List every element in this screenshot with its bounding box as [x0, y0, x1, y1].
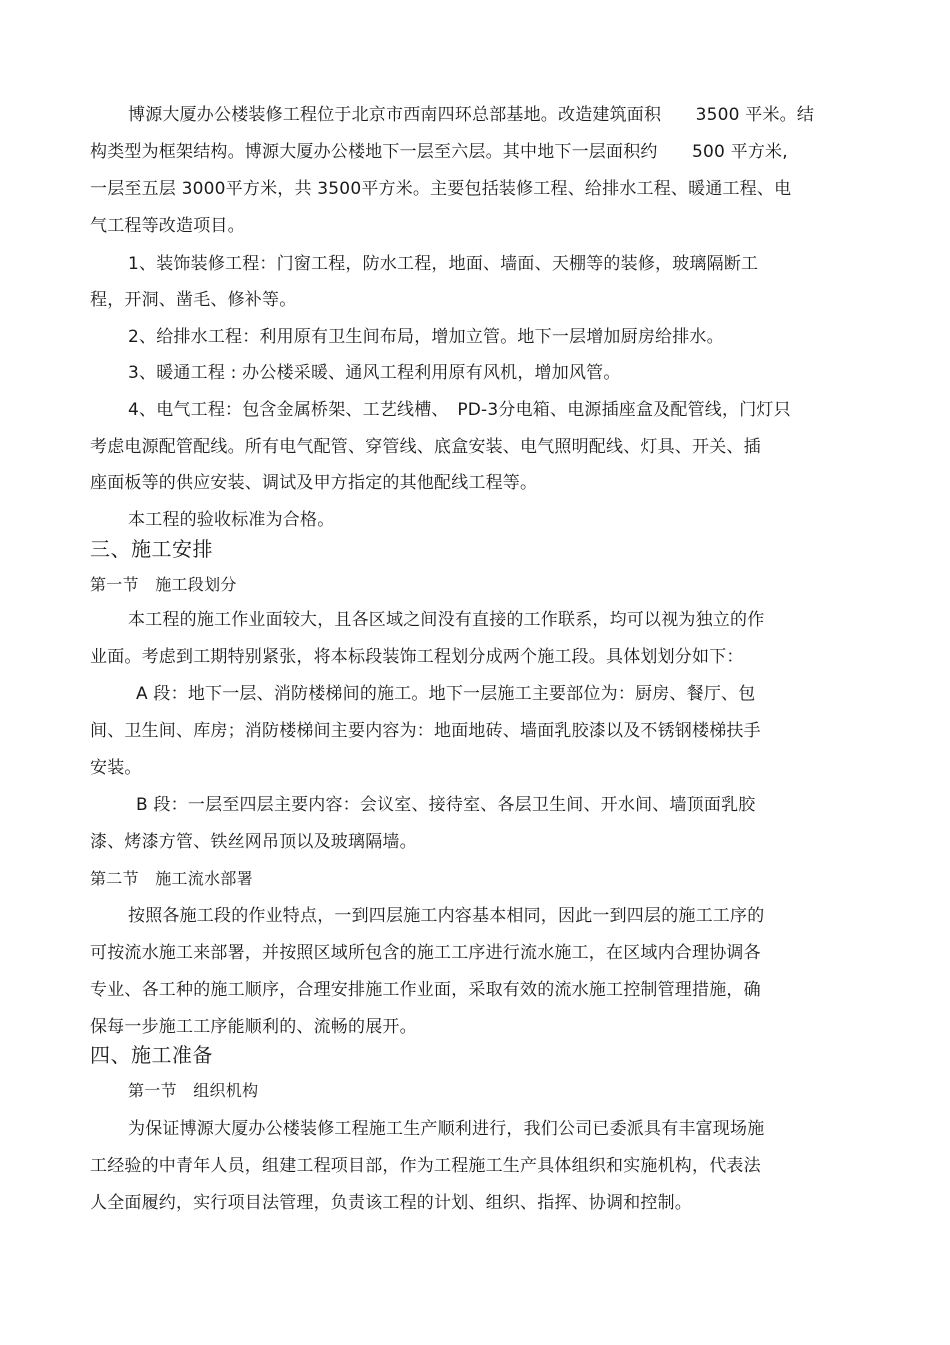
text-line: 博源大厦办公楼装修工程位于北京市西南四环总部基地。改造建筑面积 3500 平米。结: [128, 105, 815, 125]
text-line: 本工程的施工作业面较大，且各区域之间没有直接的工作联系，均可以视为独立的作: [128, 610, 765, 630]
text-line: 一层至五层 3000平方米，共 3500平方米。主要包括装修工程、给排水工程、暖通工程、电: [90, 179, 792, 199]
text-line: 气工程等改造项目。: [90, 216, 245, 236]
text-line: 业面。考虑到工期特别紧张，将本标段装饰工程划分成两个施工段。具体划划分如下：: [90, 647, 744, 667]
text-line: 工经验的中青年人员，组建工程项目部，作为工程施工生产具体组织和实施机构，代表法: [90, 1156, 761, 1176]
text-line: 按照各施工段的作业特点，一到四层施工内容基本相同，因此一到四层的施工工序的: [128, 906, 765, 926]
text-line: 4、电气工程：包含金属桥架、工艺线槽、 PD-3分电箱、电源插座盒及配管线，门灯只: [128, 400, 791, 420]
text-line: 考虑电源配管配线。所有电气配管、穿管线、底盒安装、电气照明配线、灯具、开关、插: [90, 437, 761, 457]
text-line: 间、卫生间、库房；消防楼梯间主要内容为：地面地砖、墙面乳胶漆以及不锈钢楼梯扶手: [90, 721, 761, 741]
text-line: 1、装饰装修工程：门窗工程，防水工程，地面、墙面、天棚等的装修，玻璃隔断工: [128, 254, 759, 274]
section-heading: 三、施工安排: [90, 537, 213, 561]
text-line: 漆、烤漆方管、铁丝网吊顶以及玻璃隔墙。: [90, 832, 417, 852]
text-line: 程，开洞、凿毛、修补等。: [90, 290, 297, 310]
text-line: 保每一步施工工序能顺利的、流畅的展开。: [90, 1017, 417, 1037]
text-line: 可按流水施工来部署，并按照区域所包含的施工工序进行流水施工，在区域内合理协调各: [90, 943, 761, 963]
text-line: 为保证博源大厦办公楼装修工程施工生产顺利进行，我们公司已委派具有丰富现场施: [128, 1119, 765, 1139]
text-line: 座面板等的供应安装、调试及甲方指定的其他配线工程等。: [90, 473, 538, 493]
text-line: 专业、各工种的施工顺序，合理安排施工作业面，采取有效的流水施工控制管理措施，确: [90, 980, 761, 1000]
subsection-heading: 第一节 组织机构: [128, 1081, 259, 1100]
item-hvac: 3、暖通工程 : 办公楼采暖、通风工程利用原有风机，增加风管。: [128, 363, 621, 383]
item-plumbing: 2、给排水工程：利用原有卫生间布局，增加立管。地下一层增加厨房给排水。: [128, 327, 724, 347]
text-line: 安装。: [90, 758, 142, 778]
text-line: A 段：地下一层、消防楼梯间的施工。地下一层施工主要部位为：厨房、餐厅、包: [136, 684, 756, 704]
text-line: 人全面履约，实行项目法管理，负责该工程的计划、组织、指挥、协调和控制。: [90, 1193, 692, 1213]
section-heading: 四、施工准备: [90, 1043, 213, 1067]
acceptance-text: 本工程的验收标准为合格。: [128, 510, 335, 530]
text-line: 构类型为框架结构。博源大厦办公楼地下一层至六层。其中地下一层面积约 500 平方米,: [90, 142, 788, 162]
subsection-heading: 第二节 施工流水部署: [90, 869, 254, 888]
subsection-heading: 第一节 施工段划分: [90, 575, 237, 594]
text-line: B 段：一层至四层主要内容：会议室、接待室、各层卫生间、开水间、墙顶面乳胶: [136, 795, 756, 815]
